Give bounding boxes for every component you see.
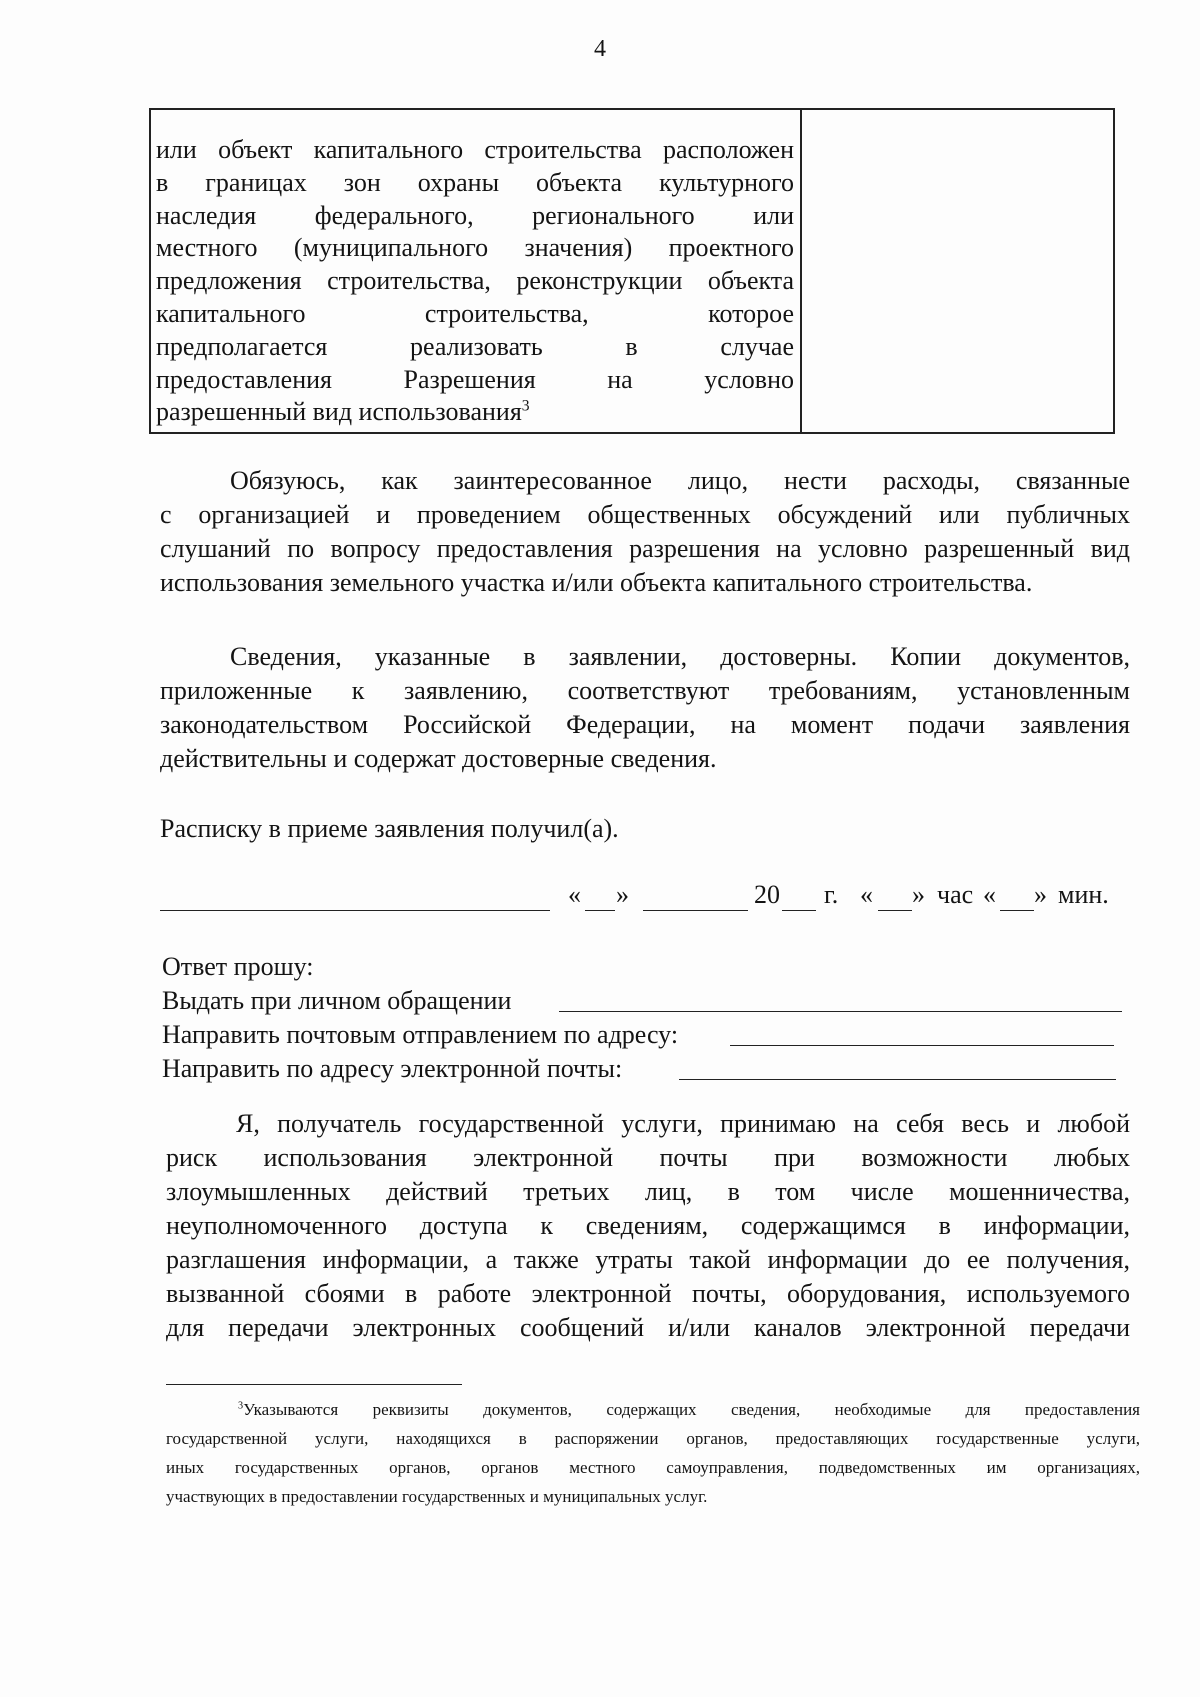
minute-blank[interactable] bbox=[1000, 910, 1034, 911]
footnote-marker: 3 bbox=[238, 1400, 244, 1412]
minute-label: мин. bbox=[1058, 880, 1109, 909]
obligation-paragraph bbox=[160, 464, 1130, 600]
answer-option-in-person bbox=[162, 984, 1122, 1018]
answer-option-email bbox=[162, 1052, 1122, 1086]
paragraph-line: Обязуюсь, как заинтересованное лицо, нести расходы, связанные bbox=[230, 466, 1130, 495]
footnote-separator bbox=[166, 1384, 462, 1385]
table-text-last: разрешенный вид использования bbox=[156, 397, 522, 427]
table-text-line: предполагается реализовать в случае bbox=[156, 331, 794, 361]
postal-address-blank[interactable] bbox=[730, 1045, 1114, 1046]
page-number: 4 bbox=[594, 36, 606, 62]
paragraph-line: Я, получатель государственной услуги, принимаю на себя весь и любой bbox=[236, 1109, 1130, 1138]
accuracy-paragraph bbox=[160, 640, 1130, 776]
year-suffix: г. bbox=[824, 880, 839, 909]
hour-label: час bbox=[937, 880, 974, 909]
footnote-text: Указываются реквизиты документов, содержащих сведения, необходимые для предоставления bbox=[243, 1400, 1140, 1419]
paragraph-line: использования земельного участка и/или объекта капитального строительства. bbox=[160, 568, 1033, 597]
month-blank[interactable] bbox=[643, 910, 748, 911]
table-text-line: предоставления Разрешения на условно bbox=[156, 364, 794, 394]
table-text-line: в границах зон охраны объекта культурного bbox=[156, 167, 794, 197]
footnote-line bbox=[166, 1395, 1140, 1424]
signature-date-line bbox=[160, 880, 1120, 914]
info-table bbox=[149, 108, 1115, 434]
answer-option-label: Направить по адресу электронной почты: bbox=[162, 1054, 623, 1083]
day-quote-close: » bbox=[616, 880, 629, 909]
minute-quote-close: » bbox=[1034, 880, 1047, 909]
footnote-line: участвующих в предоставлении государственных и муниципальных услуг. bbox=[166, 1487, 708, 1506]
answer-title: Ответ прошу: bbox=[162, 952, 314, 981]
footnote bbox=[166, 1395, 1140, 1511]
year-prefix: 20 bbox=[754, 880, 780, 909]
hour-blank[interactable] bbox=[878, 910, 912, 911]
paragraph-line: с организацией и проведением общественных обсуждений или публичных bbox=[160, 500, 1130, 529]
day-quote-open: « bbox=[568, 880, 581, 909]
signature-blank[interactable] bbox=[160, 910, 550, 911]
paragraph-line: неуполномоченного доступа к сведениям, содержащимся в информации, bbox=[166, 1211, 1130, 1240]
table-cell-description bbox=[151, 110, 802, 432]
receipt-text: Расписку в приеме заявления получил(а). bbox=[160, 814, 619, 843]
footnote-line: государственной услуги, находящихся в распоряжении органов, предоставляющих государственные услуги, bbox=[166, 1429, 1140, 1448]
paragraph-line: действительны и содержат достоверные сведения. bbox=[160, 744, 717, 773]
paragraph-line: для передачи электронных сообщений и/или каналов электронной передачи bbox=[166, 1313, 1130, 1342]
paragraph-line: Сведения, указанные в заявлении, достоверны. Копии документов, bbox=[230, 642, 1130, 671]
year-blank[interactable] bbox=[782, 910, 816, 911]
table-cell-value bbox=[802, 110, 1113, 432]
table-text-line bbox=[156, 396, 794, 429]
paragraph-line: злоумышленных действий третьих лиц, в том числе мошенничества, bbox=[166, 1177, 1130, 1206]
table-text-line: наследия федерального, регионального или bbox=[156, 200, 794, 230]
answer-option-label: Направить почтовым отправлением по адресу: bbox=[162, 1020, 679, 1049]
risk-paragraph bbox=[166, 1107, 1130, 1345]
answer-section bbox=[162, 950, 1122, 1086]
answer-option-label: Выдать при личном обращении bbox=[162, 986, 512, 1015]
table-text-line: предложения строительства, реконструкции объекта bbox=[156, 266, 794, 296]
hour-quote-open: « bbox=[860, 880, 873, 909]
minute-quote-open: « bbox=[983, 880, 996, 909]
paragraph-line: приложенные к заявлению, соответствуют требованиям, установленным bbox=[160, 676, 1130, 705]
answer-option-post bbox=[162, 1018, 1122, 1052]
table-text-line: или объект капитального строительства расположен bbox=[156, 135, 794, 164]
footnote-reference: 3 bbox=[521, 397, 530, 415]
hour-quote-close: » bbox=[912, 880, 925, 909]
footnote-line: иных государственных органов, органов местного самоуправления, подведомственных им организациях, bbox=[166, 1458, 1140, 1477]
paragraph-line: законодательством Российской Федерации, на момент подачи заявления bbox=[160, 710, 1130, 739]
table-text-line: местного (муниципального значения) проектного bbox=[156, 233, 794, 263]
in-person-blank[interactable] bbox=[559, 1011, 1122, 1012]
paragraph-line: слушаний по вопросу предоставления разрешения на условно разрешенный вид bbox=[160, 534, 1130, 563]
day-blank[interactable] bbox=[585, 910, 615, 911]
paragraph-line: вызванной сбоями в работе электронной почты, оборудования, используемого bbox=[166, 1279, 1130, 1308]
table-text-line: капитального строительства, которое bbox=[156, 298, 794, 328]
paragraph-line: разглашения информации, а также утраты такой информации до ее получения, bbox=[166, 1245, 1130, 1274]
email-blank[interactable] bbox=[679, 1079, 1116, 1080]
paragraph-line: риск использования электронной почты при возможности любых bbox=[166, 1143, 1130, 1172]
